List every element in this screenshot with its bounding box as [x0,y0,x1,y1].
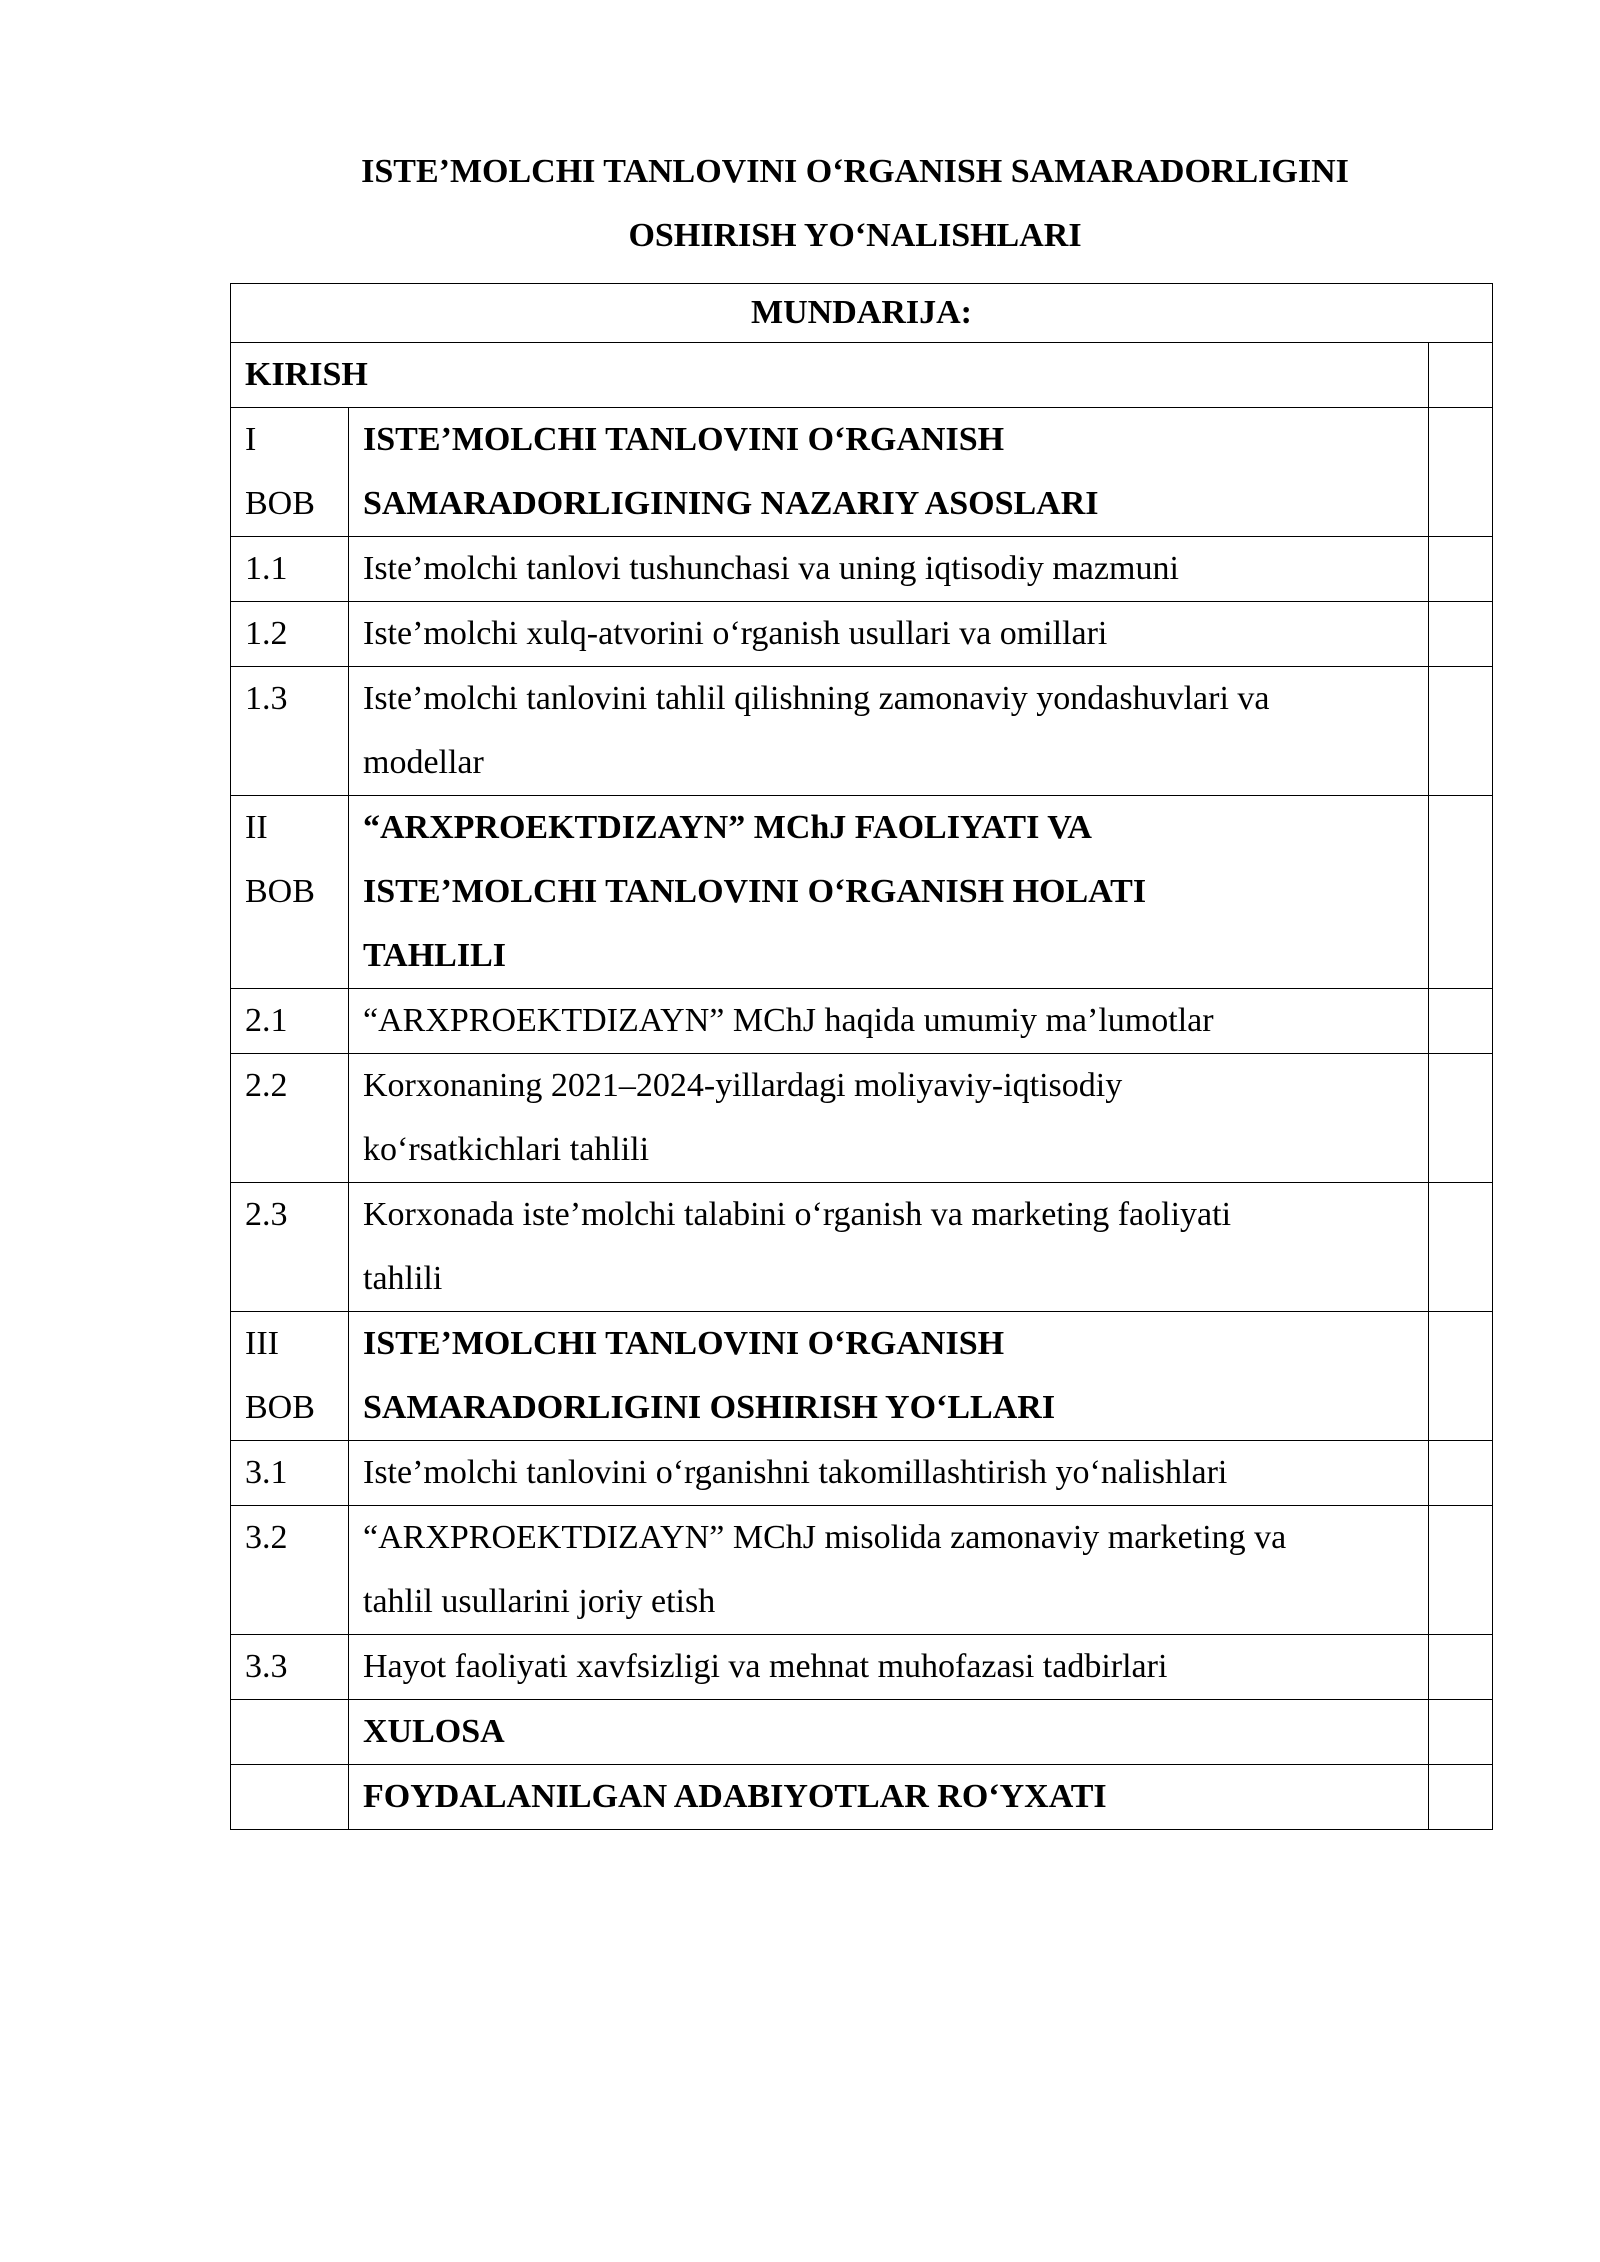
toc-number [231,1765,349,1830]
toc-row-2-3 [231,1183,1493,1312]
toc-row-chapter-3 [231,1312,1493,1441]
entry-line: tahlil usullarini joriy etish [363,1583,716,1620]
toc-number [231,1700,349,1765]
page-cell [1429,1441,1493,1506]
toc-number: 1.3 [231,667,349,796]
page-cell [1429,1506,1493,1635]
toc-entry-text: Iste’molchi tanlovi tushunchasi va uning iqtisodiy mazmuni [349,537,1429,602]
chapter-number: III [245,1325,279,1362]
chapter-number: II [245,809,268,846]
toc-row-3-2 [231,1506,1493,1635]
title-line-2: OSHIRISH YO‘NALISHLARI [628,217,1082,254]
toc-entry-text: Iste’molchi tanlovini o‘rganishni takomillashtirish yo‘nalishlari [349,1441,1429,1506]
toc-row-intro [231,343,1493,408]
entry-line: Korxonada iste’molchi talabini o‘rganish va marketing faoliyati [363,1196,1232,1233]
page-cell [1429,343,1493,408]
page-cell [1429,1635,1493,1700]
entry-line: SAMARADORLIGINI OSHIRISH YO‘LLARI [363,1389,1056,1426]
toc-row-1-1 [231,537,1493,602]
page-cell [1429,537,1493,602]
entry-line: ko‘rsatkichlari tahlili [363,1131,650,1168]
toc-number: 3.2 [231,1506,349,1635]
toc-entry-text: “ARXPROEKTDIZAYN” MChJ haqida umumiy ma’lumotlar [349,989,1429,1054]
toc-entry-text: FOYDALANILGAN ADABIYOTLAR RO‘YXATI [349,1765,1429,1830]
page-cell [1429,1054,1493,1183]
toc-entry-text: Iste’molchi xulq-atvorini o‘rganish usullari va omillari [349,602,1429,667]
toc-row-2-1 [231,989,1493,1054]
page-cell [1429,796,1493,989]
toc-row-chapter-1 [231,408,1493,537]
entry-line: ISTE’MOLCHI TANLOVINI O‘RGANISH HOLATI [363,873,1147,910]
table-of-contents [230,283,1493,1830]
toc-entry-text [349,1312,1429,1441]
toc-row-references [231,1765,1493,1830]
toc-number [231,408,349,537]
toc-number [231,1312,349,1441]
toc-entry-text: XULOSA [349,1700,1429,1765]
title-line-1: ISTE’MOLCHI TANLOVINI O‘RGANISH SAMARADORLIGINI [361,153,1349,190]
toc-entry-text [349,667,1429,796]
page-cell [1429,1765,1493,1830]
toc-entry-text [349,1054,1429,1183]
page-cell [1429,989,1493,1054]
toc-row-3-3 [231,1635,1493,1700]
toc-row-1-2 [231,602,1493,667]
toc-intro: KIRISH [231,343,1429,408]
toc-number: 2.1 [231,989,349,1054]
entry-line: “ARXPROEKTDIZAYN” MChJ FAOLIYATI VA [363,809,1092,846]
entry-line: TAHLILI [363,937,506,974]
toc-number [231,796,349,989]
entry-line: ISTE’MOLCHI TANLOVINI O‘RGANISH [363,421,1005,458]
toc-row-3-1 [231,1441,1493,1506]
entry-line: ISTE’MOLCHI TANLOVINI O‘RGANISH [363,1325,1005,1362]
entry-line: SAMARADORLIGINING NAZARIY ASOSLARI [363,485,1099,522]
page-cell [1429,1183,1493,1312]
toc-number: 1.1 [231,537,349,602]
chapter-number: I [245,421,257,458]
toc-entry-text: Hayot faoliyati xavfsizligi va mehnat muhofazasi tadbirlari [349,1635,1429,1700]
toc-row-1-3 [231,667,1493,796]
toc-entry-text [349,1506,1429,1635]
toc-number: 3.1 [231,1441,349,1506]
entry-line: Iste’molchi tanlovini tahlil qilishning zamonaviy yondashuvlari va [363,680,1270,717]
page-cell [1429,602,1493,667]
entry-line: tahlili [363,1260,443,1297]
chapter-label: BOB [245,485,315,522]
page-cell [1429,408,1493,537]
toc-header-row [231,284,1493,343]
document-title [230,140,1480,268]
page-cell [1429,667,1493,796]
toc-number: 3.3 [231,1635,349,1700]
toc-header: MUNDARIJA: [231,284,1493,343]
entry-line: modellar [363,744,484,781]
toc-row-chapter-2 [231,796,1493,989]
toc-row-conclusion [231,1700,1493,1765]
page-cell [1429,1700,1493,1765]
toc-number: 2.3 [231,1183,349,1312]
toc-number: 2.2 [231,1054,349,1183]
page-cell [1429,1312,1493,1441]
toc-number: 1.2 [231,602,349,667]
toc-entry-text [349,408,1429,537]
toc-entry-text [349,1183,1429,1312]
chapter-label: BOB [245,1389,315,1426]
entry-line: Korxonaning 2021–2024-yillardagi moliyaviy-iqtisodiy [363,1067,1123,1104]
entry-line: “ARXPROEKTDIZAYN” MChJ misolida zamonaviy marketing va [363,1519,1287,1556]
toc-entry-text [349,796,1429,989]
toc-row-2-2 [231,1054,1493,1183]
chapter-label: BOB [245,873,315,910]
